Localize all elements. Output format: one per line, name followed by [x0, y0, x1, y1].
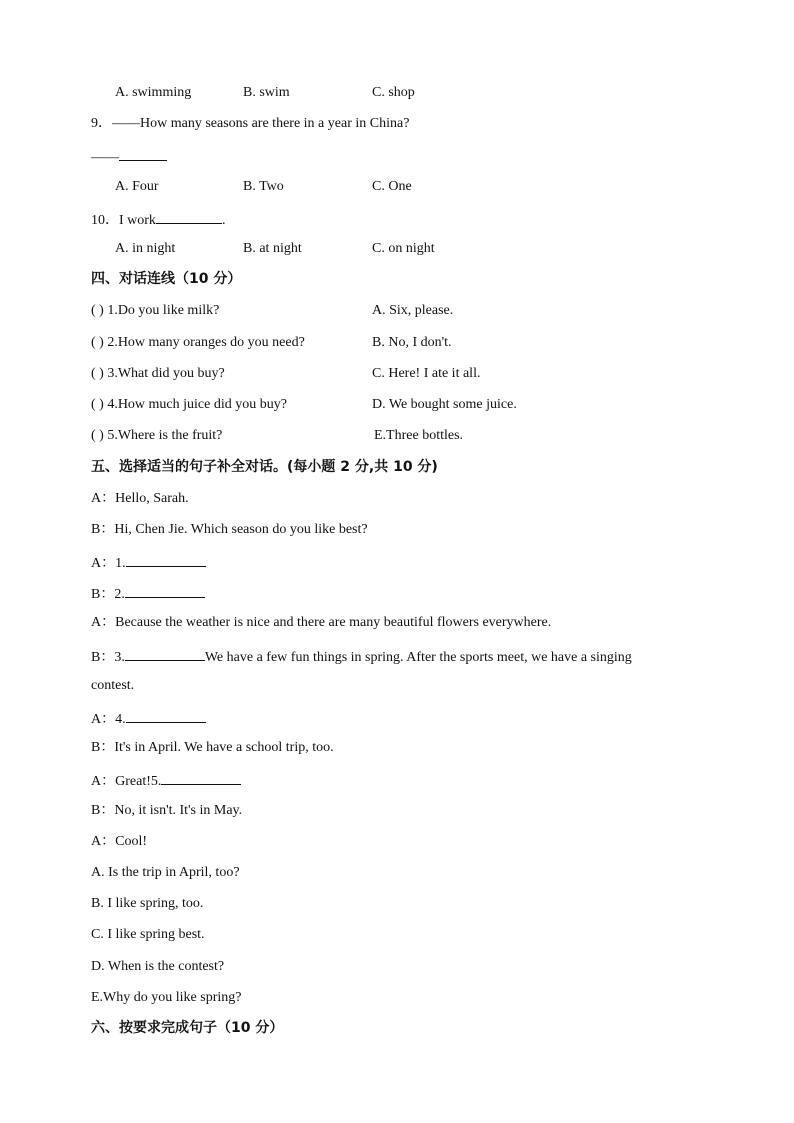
section5-title: 五、选择适当的句子补全对话。(每小题 2 分,共 10 分): [91, 459, 438, 475]
dialog-line-10: [91, 802, 242, 820]
section4-left-5: ( ) 5.Where is the fruit?: [91, 428, 223, 443]
q9-number: 9．: [91, 116, 112, 131]
section4-right-d: D. We bought some juice.: [372, 397, 517, 412]
q10-option-c: C. on night: [372, 241, 435, 256]
q9-blank[interactable]: [119, 146, 167, 161]
dialog-text: Hi, Chen Jie. Which season do you like best?: [114, 522, 368, 537]
dialog-speaker: B：: [91, 803, 115, 818]
section4-right-a: A. Six, please.: [372, 303, 454, 318]
dialog-speaker: A：: [91, 774, 116, 789]
dialog-line-2: [91, 521, 368, 539]
dialog-speaker: B：: [91, 740, 115, 755]
dialog-text: Hello, Sarah.: [115, 491, 189, 506]
dialog-line-3: [91, 552, 206, 573]
dialog-blank-1[interactable]: [126, 552, 206, 567]
q9-text: ——How many seasons are there in a year in China?: [112, 116, 410, 131]
q10-option-a: A. in night: [115, 241, 176, 256]
q9-option-b: B. Two: [243, 179, 284, 194]
dialog-line-6-cont: contest.: [91, 678, 135, 693]
q10-blank[interactable]: [156, 209, 222, 224]
dialog-speaker: A：: [91, 556, 116, 571]
dialog-speaker: B：: [91, 587, 115, 602]
q9-answer-prefix: ——: [91, 150, 119, 165]
section4-right-e: E.Three bottles.: [374, 428, 464, 443]
section4-left-2: ( ) 2.How many oranges do you need?: [91, 335, 305, 350]
section5-option-b: B. I like spring, too.: [91, 896, 204, 911]
dialog-speaker: A：: [91, 712, 116, 727]
q10-number: 10．: [91, 213, 119, 228]
dialog-blank-3[interactable]: [125, 646, 205, 661]
dialog-blank-2[interactable]: [125, 583, 205, 598]
dialog-line-4: [91, 583, 205, 604]
q9-answer-line: [91, 146, 167, 167]
section4-right-b: B. No, I don't.: [372, 335, 452, 350]
dialog-text: 2.: [114, 587, 125, 602]
dialog-line-7: [91, 708, 206, 729]
section4-left-3: ( ) 3.What did you buy?: [91, 366, 225, 381]
dialog-speaker: A：: [91, 834, 116, 849]
dialog-speaker: A：: [91, 491, 116, 506]
q10-question: [91, 209, 225, 230]
section4-left-1: ( ) 1.Do you like milk?: [91, 303, 220, 318]
dialog-blank-4[interactable]: [126, 708, 206, 723]
dialog-text: Cool!: [115, 834, 148, 849]
dialog-speaker: B：: [91, 522, 115, 537]
q8-option-b: B. swim: [243, 85, 290, 100]
section5-option-a: A. Is the trip in April, too?: [91, 865, 240, 880]
dialog-line-9: [91, 770, 241, 791]
dialog-text: No, it isn't. It's in May.: [114, 803, 243, 818]
q8-option-c: C. shop: [372, 85, 415, 100]
q8-option-a: A. swimming: [115, 85, 192, 100]
section5-option-c: C. I like spring best.: [91, 927, 205, 942]
dialog-line-1: [91, 490, 189, 508]
q10-text: I work: [119, 213, 156, 228]
section5-option-d: D. When is the contest?: [91, 959, 225, 974]
dialog-speaker: B：: [91, 650, 115, 665]
dialog-text: 1.: [115, 556, 126, 571]
q10-text-after: .: [221, 213, 226, 228]
dialog-text: We have a few fun things in spring. After the sports meet, we have a singing: [204, 650, 632, 665]
q9-option-a: A. Four: [115, 179, 159, 194]
q9-question: [91, 115, 409, 133]
q10-option-b: B. at night: [243, 241, 302, 256]
dialog-line-8: [91, 739, 334, 757]
section5-option-e: E.Why do you like spring?: [91, 990, 242, 1005]
dialog-text: 3.: [114, 650, 125, 665]
dialog-line-5: [91, 614, 551, 632]
dialog-text: Because the weather is nice and there are many beautiful flowers everywhere.: [115, 615, 552, 630]
dialog-line-6: [91, 646, 632, 667]
dialog-blank-5[interactable]: [161, 770, 241, 785]
dialog-line-11: [91, 833, 147, 851]
section4-title: 四、对话连线（10 分）: [91, 271, 242, 287]
dialog-text: 4.: [115, 712, 126, 727]
dialog-speaker: A：: [91, 615, 116, 630]
q9-option-c: C. One: [372, 179, 412, 194]
section4-left-4: ( ) 4.How much juice did you buy?: [91, 397, 287, 412]
section6-title: 六、按要求完成句子（10 分）: [91, 1020, 284, 1036]
section4-right-c: C. Here! I ate it all.: [372, 366, 481, 381]
dialog-text: Great!5.: [115, 774, 162, 789]
dialog-text: It's in April. We have a school trip, too.: [114, 740, 334, 755]
